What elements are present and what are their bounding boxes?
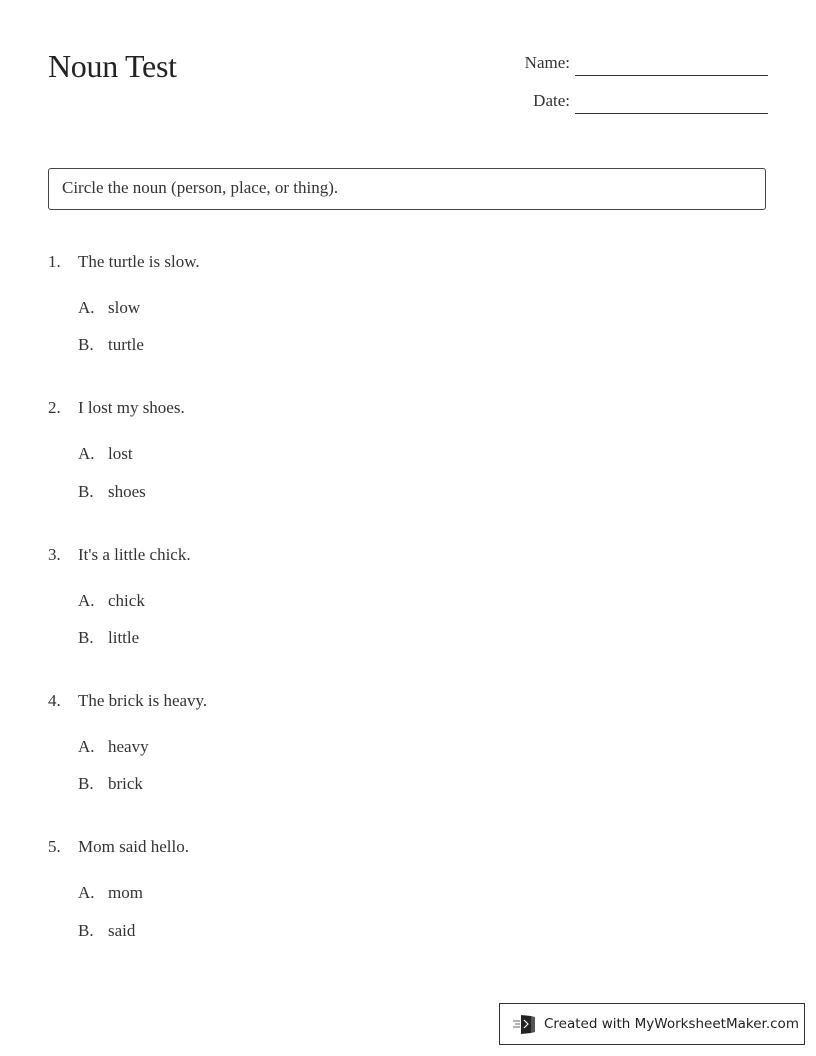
choice-text: slow bbox=[108, 298, 141, 317]
instructions-text: Circle the noun (person, place, or thing). bbox=[62, 178, 339, 197]
instructions-box bbox=[48, 168, 766, 210]
choice-letter: B. bbox=[78, 482, 94, 501]
question-text: It's a little chick. bbox=[78, 545, 191, 564]
page-title: Noun Test bbox=[48, 48, 177, 84]
question-number: 1. bbox=[48, 252, 61, 271]
name-input[interactable] bbox=[575, 75, 768, 76]
choice-text: brick bbox=[108, 774, 143, 793]
choice-text: said bbox=[108, 921, 136, 940]
date-input[interactable] bbox=[575, 113, 768, 114]
question-text: The brick is heavy. bbox=[78, 691, 208, 710]
choice-letter: A. bbox=[78, 591, 95, 610]
choice-letter: A. bbox=[78, 298, 95, 317]
date-field bbox=[480, 91, 768, 117]
choice-text: turtle bbox=[108, 335, 144, 354]
choice-text: lost bbox=[108, 444, 133, 463]
choice-letter: B. bbox=[78, 335, 94, 354]
question-number: 2. bbox=[48, 398, 61, 417]
name-field bbox=[480, 53, 768, 79]
name-label: Name: bbox=[524, 53, 570, 72]
question-text: The turtle is slow. bbox=[78, 252, 200, 271]
question-text: I lost my shoes. bbox=[78, 398, 185, 417]
choice-letter: B. bbox=[78, 774, 94, 793]
question-text: Mom said hello. bbox=[78, 837, 189, 856]
question-number: 5. bbox=[48, 837, 61, 856]
created-with-badge[interactable] bbox=[499, 1003, 805, 1045]
question-number: 4. bbox=[48, 691, 61, 710]
choice-letter: B. bbox=[78, 628, 94, 647]
choice-text: mom bbox=[108, 883, 143, 902]
choice-text: shoes bbox=[108, 482, 146, 501]
choice-text: heavy bbox=[108, 737, 149, 756]
choice-text: chick bbox=[108, 591, 145, 610]
date-label: Date: bbox=[533, 91, 570, 110]
choice-letter: B. bbox=[78, 921, 94, 940]
choice-letter: A. bbox=[78, 444, 95, 463]
question-number: 3. bbox=[48, 545, 61, 564]
choice-text: little bbox=[108, 628, 140, 647]
choice-letter: A. bbox=[78, 883, 95, 902]
worksheet-logo-icon bbox=[512, 1013, 538, 1035]
choice-letter: A. bbox=[78, 737, 95, 756]
created-with-text: Created with MyWorksheetMaker.com bbox=[544, 1016, 799, 1032]
